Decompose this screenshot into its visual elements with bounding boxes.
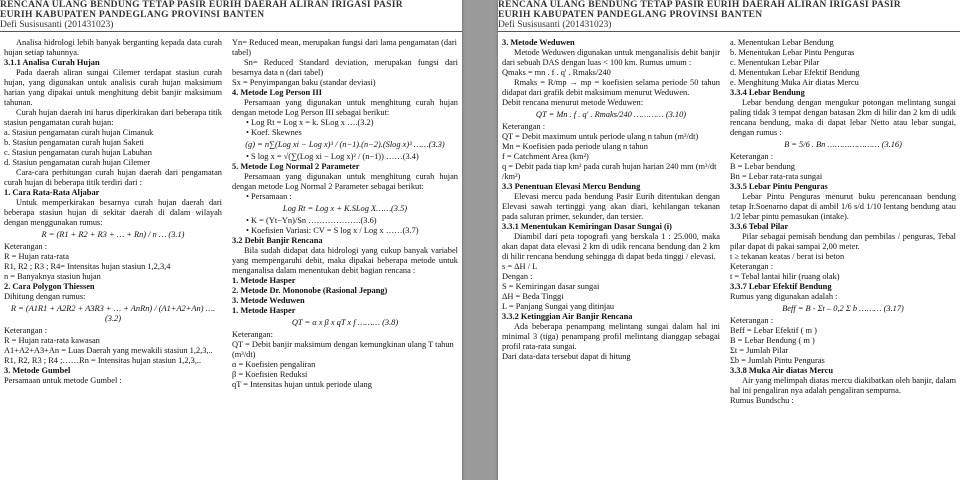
text-line: Air yang melimpah diatas mercu diakibatkan oleh banjir, dalam hal ini pengaliran nya adalah pengaliran sempurna. — [730, 376, 956, 395]
text-line: 1. Metode Hasper — [232, 306, 296, 315]
text-line: 3.3.6 Tebal Pilar — [730, 222, 789, 231]
text-line: B = Lebar bendung — [730, 162, 795, 171]
text-line: Persamaan yang digunakan untuk menghitung curah hujan dengan metode Log Person III sebagai berikut: — [232, 98, 458, 117]
text-line: B = 5/6 . Bn ………………… (3.16) — [784, 140, 902, 149]
text-line: Pilar sebagai pemisah bendung dan pembilas / penguras, Tebal pilar dapat di pakai sampai 2,00 meter. — [730, 232, 956, 251]
text-line: α = Koefisien pengaliran — [232, 360, 316, 369]
text-line: R1, R2, R3 ; R4 ;……Rn = Intensitas hujan stasiun 1,2,3,.. — [4, 356, 202, 365]
text-line: d. Menentukan Lebar Efektif Bendung — [730, 68, 860, 77]
header-author: Defi Susisusanti (201431023) — [0, 20, 114, 30]
text-line: Keterangan : — [4, 326, 48, 335]
text-line: QT = α x β x qT x f ……… (3.8) — [291, 318, 399, 327]
header-title-line2: EURIH KABUPATEN PANDEGLANG PROVINSI BANTEN — [0, 10, 265, 20]
page-header — [0, 0, 462, 34]
text-line: t ≥ tekanan keatas / berat isi beton — [730, 252, 845, 261]
text-line: Beff = B - Σt – 0,2 Σ b ……… (3.17) — [782, 304, 904, 313]
text-line: 3.3 Penentuan Elevasi Mercu Bendung — [502, 182, 641, 191]
text-line: 3.3.1 Menentukan Kemiringan Dasar Sungai (i) — [502, 222, 672, 231]
text-line: Diambil dari peta topografi yang berskala 1 : 25.000, maka akan dapat data elevasi 2 km di udik rencana bendung dan 2 km di hilir rencana bendung sehingga di dapat beda tinggi / elevasi. — [502, 232, 720, 261]
text-line: • Persamaan : — [246, 192, 292, 201]
text-line: S = Kemiringan dasar sungai — [502, 282, 600, 291]
text-line: R1, R2 ; R3 ; R4= Intensitas hujan stasiun 1,2,3,4 — [4, 262, 171, 271]
text-line: R = Hujan rata-rata kawasan — [4, 336, 100, 345]
text-line: Rumus yang digunakan adalah : — [730, 292, 838, 301]
header-author: Defi Susisusanti (201431023) — [498, 20, 612, 30]
text-line: t = Tebal lantai hilir (ruang olak) — [730, 272, 840, 281]
text-line: R = (R1 + R2 + R3 + … + Rn) / n … (3.1) — [41, 230, 185, 239]
text-line: QT = Mn . f . q' . Rmaks/240 ………… (3.10) — [535, 110, 687, 119]
text-line: 3. Metode Weduwen — [232, 296, 305, 305]
text-line: Bn = Lebar rata-rata sungai — [730, 172, 823, 181]
text-line: Debit rencana menurut metode Weduwen: — [502, 98, 644, 107]
text-line: 4. Metode Log Person III — [232, 88, 323, 97]
text-line: Keterangan : — [502, 122, 546, 131]
text-line: 2. Cara Polygon Thiessen — [4, 282, 95, 291]
text-line: • Koefisien Variasi: CV = S log x / Log x ……(3.7) — [246, 226, 419, 235]
text-line: QT = Debit banjir maksimum dengan kemungkinan ulang T tahun (m³/dt) — [232, 340, 454, 359]
text-line: 2. Metode Dr. Mononobe (Rasional Jepang) — [232, 286, 388, 295]
header-title-line2: EURIH KABUPATEN PANDEGLANG PROVINSI BANTEN — [498, 10, 763, 20]
text-line: Curah hujan daerah ini harus diperkirakan dari beberapa titik stasiun pengamatan curah hujan: — [4, 108, 222, 127]
text-line: 3. Metode Weduwen — [502, 38, 575, 47]
text-line: • K = (Yt−Yn)/Sn ……………….(3.6) — [246, 216, 377, 225]
text-line: Dihitung dengan rumus: — [4, 292, 86, 301]
text-line: L = Panjang Sungai yang ditinjau — [502, 302, 615, 311]
page1-column-left — [4, 38, 222, 480]
text-line: Σt = Jumlah Pilar — [730, 346, 789, 355]
text-line: QT = Debit maximum untuk periode ulang n tahun (m³/dt) — [502, 132, 699, 141]
text-line: Dengan : — [502, 272, 533, 281]
text-line: Qmaks = mn . f . q' . Rmaks/240 — [502, 68, 611, 77]
text-line: c. Menentukan Lebar Pilar — [730, 58, 820, 67]
text-line: 3.2 Debit Banjir Rencana — [232, 236, 323, 245]
text-line: 3.3.8 Muka Air diatas Mercu — [730, 366, 833, 375]
text-line: Persamaan yang digunakan untuk menghitung curah hujan dengan metode Log Normal 2 Parameter sebagai berikut: — [232, 172, 458, 191]
text-line: 3.3.7 Lebar Efektif Bendung — [730, 282, 832, 291]
text-line: Metode Weduwen digunakan untuk menganalisis debit banjir dari sebuah DAS dengan luas < 100 km. Rumus umum : — [502, 48, 720, 67]
text-line: Keterangan : — [730, 152, 774, 161]
header-rule — [0, 31, 462, 32]
header-rule — [498, 31, 960, 32]
text-line: • S log x = √(∑(Log xi − Log x)² / (n−1)) ……(3.4) — [246, 152, 419, 161]
text-line: n = Banyaknya stasiun hujan — [4, 272, 101, 281]
text-line: Log Rt = Log x + K.SLog X……(3.5) — [282, 204, 408, 213]
text-line: e. Menghitung Muka Air diatas Mercu — [730, 78, 859, 87]
text-line: Persamaan untuk metode Gumbel : — [4, 376, 122, 385]
text-line: a. Stasiun pengamatan curah hujan Cimanuk — [4, 128, 154, 137]
text-line: s = ΔH / L — [502, 262, 538, 271]
text-line: Beff = Lebar Efektif ( m ) — [730, 326, 817, 335]
text-line: 5. Metode Log Normal 2 Parameter — [232, 162, 360, 171]
text-line: Keterangan : — [4, 242, 48, 251]
page-header — [498, 0, 960, 34]
text-line: Bila sudah didapat data hidrologi yang cukup banyak variabel yang mempengaruhi debit, maka dipakai beberapa metode untuk menganalisa dalam menentukan debit bagian rencana : — [232, 246, 458, 275]
text-line: 1. Metode Hasper — [232, 276, 296, 285]
text-line: R = Hujan rata-rata — [4, 252, 69, 261]
text-line: ΔH = Beda Tinggi — [502, 292, 564, 301]
text-line: Keterangan: — [232, 330, 273, 339]
text-line: Dari data-data tersebut dapat di hitung — [502, 352, 631, 361]
text-line: A1+A2+A3+An = Luas Daerah yang mewakili stasiun 1,2,3,.. — [4, 346, 213, 355]
header-title-line1: RENCANA ULANG BENDUNG TETAP PASIR EURIH DAERAH ALIRAN IRIGASI PASIR — [0, 0, 403, 10]
text-line: Rmaks = R/mp → mp = koefisien selama periode 50 tahun didapat dari grafik debit maksimum menurut Weduwen. — [502, 78, 720, 97]
text-line: 3.1.1 Analisa Curah Hujan — [4, 58, 100, 67]
text-line: Lebar Pintu Penguras menurut buku perencanaan bendung tetap Ir.Soenarno dapat di ambil 1/6 s/d 1/10 lentang bendung atau 1/2 lebar pintu pemasukan (intake). — [730, 192, 956, 221]
text-line: Cara-cara perhitungan curah hujan daerah dari pengamatan curah hujan di beberapa titik terdiri dari : — [4, 168, 222, 187]
text-line: Σb = Jumlah Pintu Penguras — [730, 356, 825, 365]
text-line: 1. Cara Rata-Rata Aljabar — [4, 188, 100, 197]
text-line: 3.3.2 Ketinggian Air Banjir Rencana — [502, 312, 633, 321]
text-line: Pada daerah aliran sungai Cilemer terdapat stasiun curah hujan, yang digunakan untuk analisis curah hujan maksimum harian yang dipakai untuk menghitung debit banjir maksimum tahunan. — [4, 68, 222, 107]
text-line: Keterangan : — [730, 316, 774, 325]
text-line: Keterangan : — [730, 262, 774, 271]
text-line: • Log Rt = Log x = k. SLog x ….(3.2) — [246, 118, 374, 127]
document-page-left — [0, 0, 462, 480]
text-line: Ada beberapa penampang melintang sungai dalam hal ini minimal 3 (tiga) penampang profil melintang dianggap sebagai profil rata-rata sungai. — [502, 322, 720, 351]
text-line: Sx = Penyimpangan baku (standar deviasi) — [232, 78, 376, 87]
text-line: 3. Metode Gumbel — [4, 366, 71, 375]
text-line: R = (A1R1 + A2R2 + A3R3 + … + AnRn) / (A1+A2+An) ….(3.2) — [10, 304, 216, 323]
page2-column-right — [730, 38, 956, 480]
document-page-right — [498, 0, 960, 480]
text-line: Sn= Reduced Standard deviation, merupakan fungsi dari besarnya data n (dari tabel) — [232, 58, 458, 77]
text-line: β = Koefisien Reduksi — [232, 370, 308, 379]
text-line: a. Menentukan Lebar Bendung — [730, 38, 834, 47]
text-line: Untuk memperkirakan besarnya curah hujan daerah dari beberapa stasiun hujan di sekitar daerah di dalam wilayah dengan menggunakan rumus: — [4, 198, 222, 227]
text-line: Rumus Bundschu : — [730, 396, 794, 405]
text-line: b. Menentukan Lebar Pintu Penguras — [730, 48, 855, 57]
text-line: (g) = n∑(Log xi − Log x)³ / (n−1).(n−2).(Slog x)³ ……(3.3) — [245, 140, 445, 149]
text-line: Analisa hidrologi lebih banyak berganting kepada data curah hujan setiap tahunnya. — [4, 38, 222, 57]
text-line: q = Debit pada tiap km² pada curah hujan harian 240 mm (m³/dt /km²) — [502, 162, 717, 181]
text-line: c. Stasiun pengamatan curah hujan Labuhan — [4, 148, 152, 157]
text-line: d. Stasiun pengamatan curah hujan Cilemer — [4, 158, 151, 167]
text-line: Yn= Reduced mean, merupakan fungsi dari lama pengamatan (dari tabel) — [232, 38, 457, 57]
text-line: f = Catchment Area (km²) — [502, 152, 589, 161]
text-line: 3.3.4 Lebar Bendung — [730, 88, 805, 97]
text-line: • Koef. Skewnes — [246, 128, 302, 137]
text-line: Lebar bendung dengan mengukur potongan melintang sungai paling tidak 3 tempat dengan batasan 2km di hilir dan 2 km di udik rencana bendung, maka di dapat lebar Netto atau lebar sungai, dengan rumus : — [730, 98, 956, 137]
text-line: 3.3.5 Lebar Pintu Penguras — [730, 182, 828, 191]
text-line: Mn = Koefisien pada periode ulang n tahun — [502, 142, 648, 151]
page1-column-right — [232, 38, 458, 480]
text-line: B = Lebar Bendung ( m ) — [730, 336, 815, 345]
text-line: qT = Intensitas hujan untuk periode ulang — [232, 380, 372, 389]
page2-column-left — [502, 38, 720, 480]
text-line: b. Stasiun pengamatan curah hujan Saketi — [4, 138, 145, 147]
header-title-line1: RENCANA ULANG BENDUNG TETAP PASIR EURIH DAERAH ALIRAN IRIGASI PASIR — [498, 0, 901, 10]
text-line: Elevasi mercu pada bendung Pasir Eurih ditentukan dengan Elevasi sawah tertinggi yang akan diari, kehilangan tekanan pada saluran primer, sekunder, dan tersier. — [502, 192, 720, 221]
